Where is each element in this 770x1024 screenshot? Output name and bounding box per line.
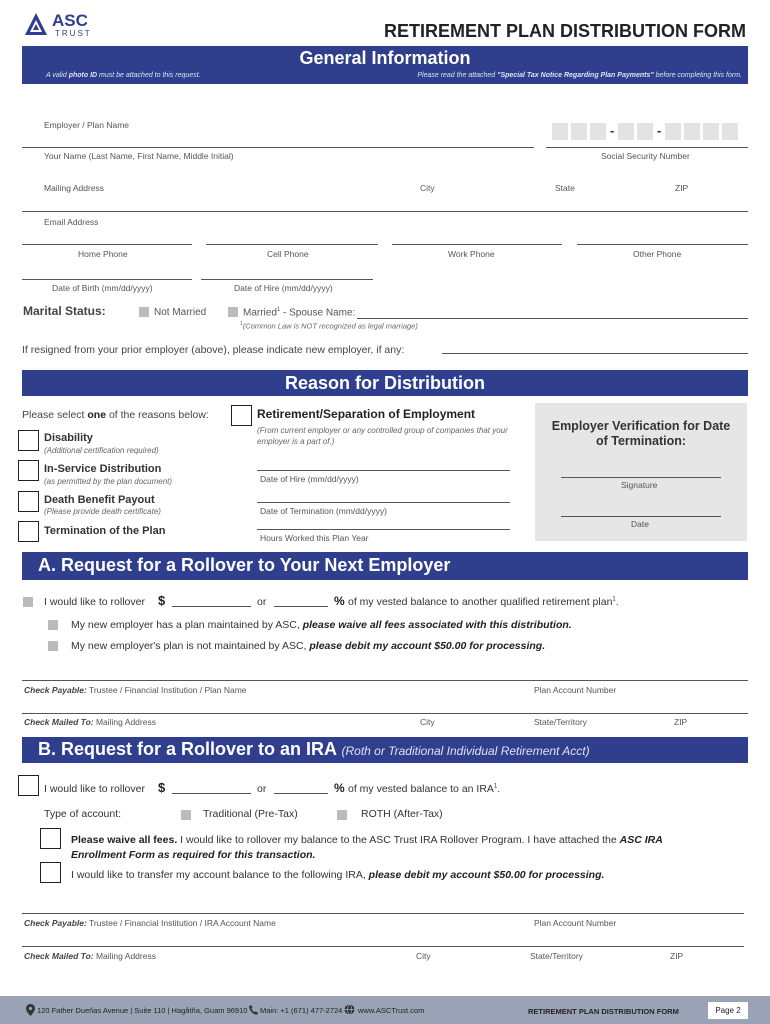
rollover-b-or: or: [257, 783, 267, 795]
signature-line[interactable]: [561, 477, 721, 478]
non-asc-plan-label: My new employer's plan is not maintained by ASC, please debit my account $50.00 for processing.: [71, 640, 546, 652]
a-payable-line[interactable]: [22, 680, 748, 681]
asc-logo: [24, 12, 94, 38]
ssn-line: [546, 147, 748, 148]
logo-sub: TRUST: [55, 29, 92, 38]
mailing-address-label: Mailing Address: [44, 183, 105, 193]
employer-plan-label: Employer / Plan Name: [44, 120, 130, 130]
form-title: RETIREMENT PLAN DISTRIBUTION FORM: [384, 21, 746, 41]
rollover-b-dollar: $: [158, 780, 166, 795]
hours-label: Hours Worked this Plan Year: [260, 533, 369, 543]
page-number: Page 2: [708, 1002, 748, 1019]
dob-line[interactable]: [22, 279, 192, 280]
b-mailed-line[interactable]: [22, 946, 744, 947]
death-label: Death Benefit Payout: [44, 494, 155, 506]
doh-label: Date of Hire (mm/dd/yyyy): [234, 283, 333, 293]
inservice-label: In-Service Distribution: [44, 463, 162, 475]
footer-bar: [0, 996, 770, 1024]
b-check-payable-label: Check Payable: Trustee / Financial Institution / IRA Account Name: [24, 918, 276, 928]
home-phone-label: Home Phone: [78, 249, 128, 259]
a-check-payable-label: Check Payable: Trustee / Financial Institution / Plan Name: [24, 685, 247, 695]
doh-line[interactable]: [201, 279, 373, 280]
termination-label: Termination of the Plan: [44, 525, 166, 537]
b-zip-label: ZIP: [670, 951, 684, 961]
new-employer-line[interactable]: [442, 353, 748, 354]
married-checkbox[interactable]: [228, 307, 238, 317]
footer-form-name: RETIREMENT PLAN DISTRIBUTION FORM: [528, 1007, 679, 1016]
disability-sub: (Additional certification required): [44, 446, 159, 455]
employer-verification-box: [535, 403, 747, 541]
rollover-b-percent: %: [334, 781, 345, 795]
rollover-b-percent-line[interactable]: [274, 793, 328, 794]
b-plan-account-label: Plan Account Number: [534, 918, 617, 928]
retirement-label: Retirement/Separation of Employment: [257, 407, 476, 421]
transfer-ira-label: I would like to transfer my account balance to the following IRA, please debit my account $50.00 for processing.: [71, 869, 605, 881]
your-name-label: Your Name (Last Name, First Name, Middle Initial): [44, 151, 234, 161]
termination-checkbox[interactable]: [18, 521, 39, 542]
asc-plan-checkbox[interactable]: [48, 620, 58, 630]
retirement-sub: (From current employer or any controlled group of companies that your employer is a part of.): [257, 426, 508, 446]
mailing-line[interactable]: [22, 211, 748, 212]
cell-phone-line[interactable]: [206, 244, 378, 245]
select-one-label: Please select one of the reasons below:: [22, 409, 209, 421]
death-checkbox[interactable]: [18, 491, 39, 512]
hire-date-line[interactable]: [257, 470, 510, 471]
a-city-label: City: [420, 717, 435, 727]
logo-mark-icon: [24, 12, 48, 36]
resigned-label: If resigned from your prior employer (above), please indicate new employer, if any:: [22, 344, 405, 356]
footer-web[interactable]: www.ASCTrust.com: [358, 1006, 425, 1015]
not-married-checkbox[interactable]: [139, 307, 149, 317]
name-field-line[interactable]: [22, 147, 534, 148]
rollover-a-or: or: [257, 596, 267, 608]
b-check-mailed-label: Check Mailed To: Mailing Address: [24, 951, 156, 961]
rollover-b-post: of my vested balance to an IRA$^1$.: [348, 783, 501, 795]
waive-fees-checkbox[interactable]: [40, 828, 61, 849]
traditional-checkbox[interactable]: [181, 810, 191, 820]
tax-notice-note: Please read the attached "Special Tax Notice Regarding Plan Payments" before completing this form.: [417, 72, 742, 79]
ssn-field[interactable]: [550, 121, 750, 143]
transfer-ira-checkbox[interactable]: [40, 862, 61, 883]
reason-band: [22, 370, 748, 396]
section-a-title: A. Request for a Rollover to Your Next Employer: [38, 555, 451, 575]
state-label: State: [555, 183, 575, 193]
general-info-title: General Information: [299, 48, 471, 68]
rollover-a-percent-line[interactable]: [274, 606, 328, 607]
rollover-a-amount-line[interactable]: [172, 606, 251, 607]
a-check-mailed-label: Check Mailed To: Mailing Address: [24, 717, 156, 727]
b-payable-line[interactable]: [22, 913, 744, 914]
footer-address: 120 Father Dueñas Avenue | Suite 110 | Hagåtña, Guam 96910: [37, 1006, 248, 1015]
home-phone-line[interactable]: [22, 244, 192, 245]
cell-phone-label: Cell Phone: [267, 249, 309, 259]
rollover-b-checkbox[interactable]: [18, 775, 39, 796]
spouse-name-line[interactable]: [357, 318, 748, 319]
email-label: Email Address: [44, 217, 99, 227]
b-city-label: City: [416, 951, 431, 961]
verification-title: Employer Verification for Date of Termination:: [551, 419, 731, 448]
common-law-note: $^1$(Common Law is NOT recognized as legal marriage): [240, 321, 418, 331]
rollover-b-pre: I would like to rollover: [44, 783, 145, 795]
ssn-dash-1: -: [610, 123, 615, 138]
photo-id-note: A valid photo ID must be attached to this request.: [46, 72, 201, 79]
work-phone-line[interactable]: [392, 244, 562, 245]
section-b-title: B. Request for a Rollover to an IRA (Roth or Traditional Individual Retirement Acct): [38, 739, 590, 759]
globe-icon: [344, 1004, 355, 1015]
other-phone-label: Other Phone: [633, 249, 682, 259]
work-phone-label: Work Phone: [448, 249, 495, 259]
ssn-label: Social Security Number: [601, 151, 690, 161]
rollover-a-dollar: $: [158, 593, 166, 608]
rollover-b-amount-line[interactable]: [172, 793, 251, 794]
zip-label: ZIP: [675, 183, 689, 193]
marital-status-label: Marital Status:: [23, 304, 106, 318]
asc-plan-label: My new employer has a plan maintained by ASC, please waive all fees associated with this distribution.: [71, 619, 572, 631]
death-sub: (Please provide death certificate): [44, 507, 161, 516]
signature-label: Signature: [621, 480, 658, 490]
a-mailed-line[interactable]: [22, 713, 748, 714]
phone-icon: [249, 1005, 258, 1015]
verif-date-label: Date: [631, 519, 649, 529]
hours-line[interactable]: [257, 529, 510, 530]
rollover-a-post: of my vested balance to another qualified retirement plan$^1$.: [348, 596, 619, 608]
roth-label: ROTH (After-Tax): [361, 808, 443, 820]
term-date-line[interactable]: [257, 502, 510, 503]
section-a-band: [22, 552, 748, 580]
footer-phone: Main: +1 (671) 477-2724: [260, 1006, 343, 1015]
retirement-checkbox[interactable]: [231, 405, 252, 426]
ssn-dash-2: -: [657, 123, 662, 138]
other-phone-line[interactable]: [577, 244, 748, 245]
waive-fees-label: Please waive all fees. I would like to rollover my balance to the ASC Trust IRA Rollover Program. I have attached the ASC IRA Enrollment Form as required for this transaction.: [71, 834, 663, 861]
account-type-label: Type of account:: [44, 808, 122, 820]
b-state-label: State/Territory: [530, 951, 583, 961]
logo-name: ASC: [52, 11, 88, 30]
hire-date-label: Date of Hire (mm/dd/yyyy): [260, 474, 359, 484]
inservice-checkbox[interactable]: [18, 460, 39, 481]
inservice-sub: (as permitted by the plan document): [44, 477, 173, 486]
a-zip-label: ZIP: [674, 717, 688, 727]
dob-label: Date of Birth (mm/dd/yyyy): [52, 283, 153, 293]
disability-checkbox[interactable]: [18, 430, 39, 451]
roth-checkbox[interactable]: [337, 810, 347, 820]
verif-date-line[interactable]: [561, 516, 721, 517]
disability-label: Disability: [44, 432, 93, 444]
rollover-a-pre: I would like to rollover: [44, 596, 145, 608]
rollover-a-checkbox[interactable]: [23, 597, 33, 607]
reason-title: Reason for Distribution: [284, 373, 485, 393]
term-date-label: Date of Termination (mm/dd/yyyy): [260, 506, 387, 516]
a-state-label: State/Territory: [534, 717, 587, 727]
section-b-band: [22, 737, 748, 763]
city-label: City: [420, 183, 435, 193]
a-plan-account-label: Plan Account Number: [534, 685, 617, 695]
rollover-a-percent: %: [334, 594, 345, 608]
married-label: Married$^1$ - Spouse Name:: [243, 307, 356, 319]
non-asc-plan-checkbox[interactable]: [48, 641, 58, 651]
location-pin-icon: [26, 1004, 35, 1016]
general-info-band: [22, 46, 748, 84]
traditional-label: Traditional (Pre-Tax): [203, 808, 298, 820]
not-married-label: Not Married: [154, 307, 207, 318]
